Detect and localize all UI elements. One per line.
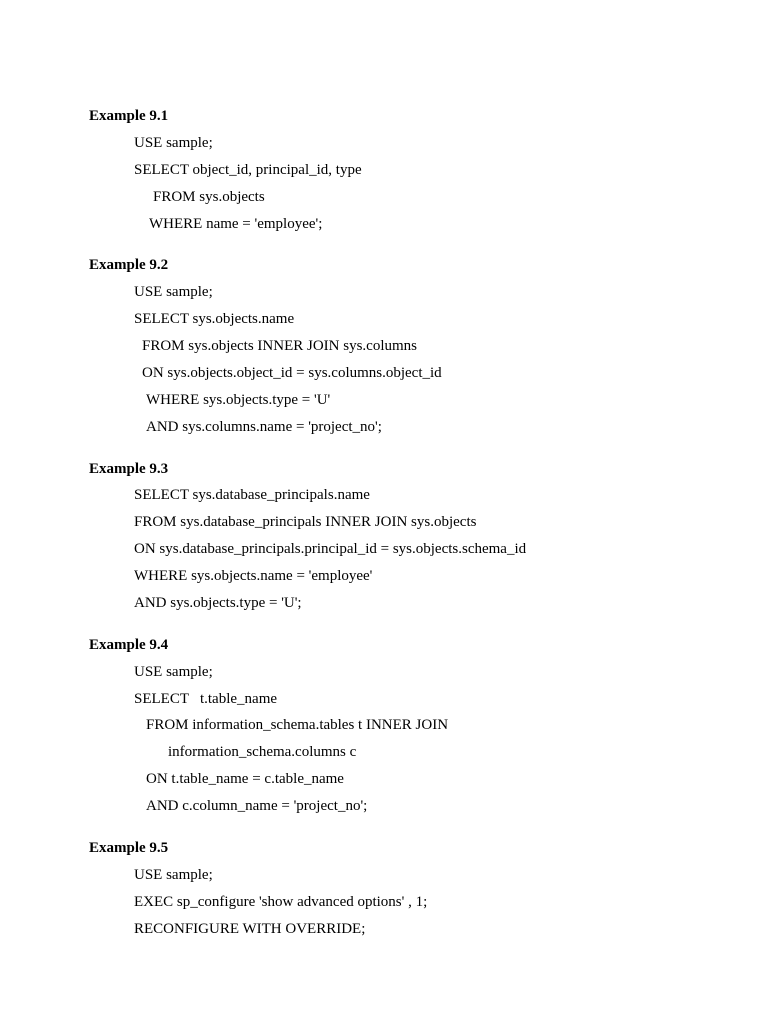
code-line: USE sample; xyxy=(134,284,213,300)
code-line: FROM information_schema.tables t INNER JOIN xyxy=(146,717,449,733)
code-line: USE sample; xyxy=(134,135,213,151)
code-line: AND sys.columns.name = 'project_no'; xyxy=(146,419,382,435)
example-heading: Example 9.2 xyxy=(89,257,169,273)
code-line: AND c.column_name = 'project_no'; xyxy=(146,798,368,814)
code-line: SELECT sys.objects.name xyxy=(134,311,295,327)
example-heading: Example 9.5 xyxy=(89,840,169,856)
example-heading: Example 9.4 xyxy=(89,637,169,653)
code-line: ON sys.objects.object_id = sys.columns.object_id xyxy=(142,365,442,381)
code-line: WHERE name = 'employee'; xyxy=(149,216,323,232)
code-line: FROM sys.database_principals INNER JOIN sys.objects xyxy=(134,514,477,530)
code-line: FROM sys.objects xyxy=(153,189,265,205)
code-line: SELECT sys.database_principals.name xyxy=(134,487,370,503)
code-line: EXEC sp_configure 'show advanced options' , 1; xyxy=(134,894,428,910)
example-heading: Example 9.3 xyxy=(89,461,169,477)
code-line: information_schema.columns c xyxy=(168,744,357,760)
code-line: USE sample; xyxy=(134,664,213,680)
code-line: SELECT t.table_name xyxy=(134,691,278,707)
code-line: WHERE sys.objects.name = 'employee' xyxy=(134,568,373,584)
example-heading: Example 9.1 xyxy=(89,108,169,124)
code-line: SELECT object_id, principal_id, type xyxy=(134,162,362,178)
code-line: AND sys.objects.type = 'U'; xyxy=(134,595,302,611)
code-line: USE sample; xyxy=(134,867,213,883)
code-line: RECONFIGURE WITH OVERRIDE; xyxy=(134,921,366,937)
code-line: ON t.table_name = c.table_name xyxy=(146,771,344,787)
code-line: WHERE sys.objects.type = 'U' xyxy=(146,392,331,408)
code-line: ON sys.database_principals.principal_id = sys.objects.schema_id xyxy=(134,541,527,557)
code-line: FROM sys.objects INNER JOIN sys.columns xyxy=(142,338,418,354)
